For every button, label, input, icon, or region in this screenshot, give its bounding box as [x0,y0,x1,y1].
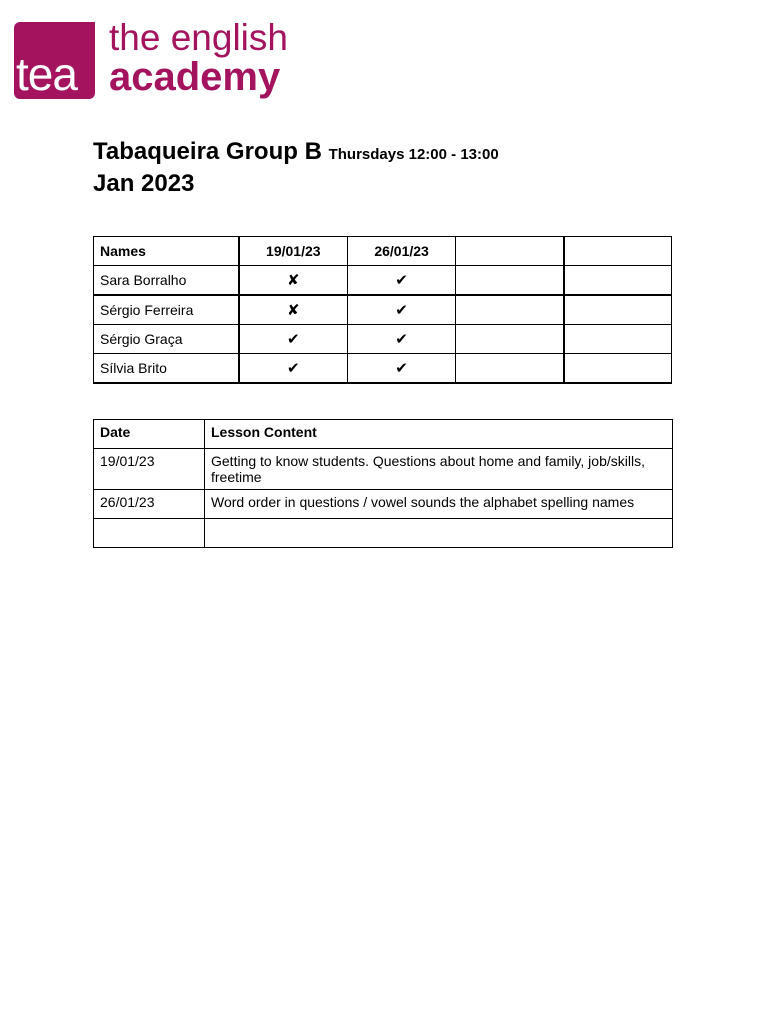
lesson-content-table [93,419,673,548]
page-title [93,137,499,170]
table-row [94,295,672,325]
student-name: Sílvia Brito [94,354,239,384]
student-name: Sérgio Graça [94,325,239,354]
logo-name-line1: the english [109,17,288,58]
table-row [94,519,673,548]
lesson-content: Getting to know students. Questions about home and family, job/skills, freetime [205,449,673,490]
lessons-header-row [94,420,673,449]
table-row [94,490,673,519]
lesson-date [94,519,205,548]
lesson-date: 19/01/23 [94,449,205,490]
group-name: Tabaqueira Group B [93,138,322,165]
attendance-header-date-2: 26/01/23 [347,237,455,266]
lesson-date: 26/01/23 [94,490,205,519]
attendance-header-date-4 [564,237,672,266]
attendance-header-row [94,237,672,266]
page-month: Jan 2023 [93,170,195,197]
attendance-mark [456,325,564,354]
lessons-header-date: Date [94,420,205,449]
attendance-mark [564,325,672,354]
attendance-mark: ✔ [347,295,455,325]
attendance-header-names: Names [94,237,239,266]
class-schedule: Thursdays 12:00 - 13:00 [328,146,499,163]
table-row [94,325,672,354]
table-row [94,354,672,384]
student-name: Sara Borralho [94,266,239,296]
table-row [94,266,672,296]
lesson-content [205,519,673,548]
attendance-header-date-3 [456,237,564,266]
logo-name-line2: academy [109,55,281,99]
attendance-table [93,236,672,384]
attendance-mark: ✔ [347,354,455,384]
attendance-mark [564,354,672,384]
attendance-mark: ✘ [239,266,348,296]
brand-logo [14,18,304,102]
logo-mark-text: tea [16,48,77,100]
attendance-mark: ✘ [239,295,348,325]
attendance-mark [456,295,564,325]
attendance-mark: ✔ [239,325,348,354]
attendance-mark [456,354,564,384]
attendance-mark: ✔ [347,325,455,354]
table-row [94,449,673,490]
attendance-mark [564,266,672,296]
attendance-mark: ✔ [347,266,455,296]
attendance-mark [564,295,672,325]
logo-mark-box [14,22,95,99]
attendance-mark [456,266,564,296]
attendance-header-date-1: 19/01/23 [239,237,348,266]
lesson-content: Word order in questions / vowel sounds the alphabet spelling names [205,490,673,519]
student-name: Sérgio Ferreira [94,295,239,325]
attendance-mark: ✔ [239,354,348,384]
lessons-header-content: Lesson Content [205,420,673,449]
